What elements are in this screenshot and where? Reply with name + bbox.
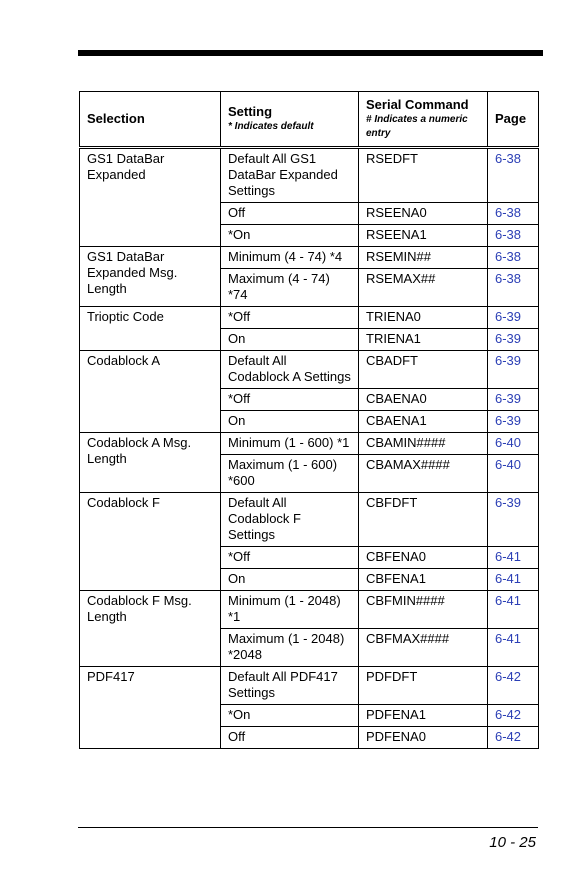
selection-cell: GS1 DataBar Expanded Msg. Length — [80, 247, 221, 307]
page-cell — [488, 269, 539, 307]
page-cell — [488, 148, 539, 203]
selection-cell: GS1 DataBar Expanded — [80, 148, 221, 247]
serial-command-cell: TRIENA0 — [359, 307, 488, 329]
setting-cell: Minimum (1 - 600) *1 — [221, 433, 359, 455]
page-link[interactable]: 6-42 — [495, 707, 522, 722]
page-cell — [488, 591, 539, 629]
page-cell — [488, 547, 539, 569]
page-cell — [488, 247, 539, 269]
table-row — [80, 493, 539, 547]
setting-cell: Maximum (1 - 2048) *2048 — [221, 629, 359, 667]
page-link[interactable]: 6-41 — [495, 631, 522, 646]
page-link[interactable]: 6-39 — [495, 331, 522, 346]
page-link[interactable]: 6-39 — [495, 391, 522, 406]
table-row — [80, 247, 539, 269]
header-serial-command-note: # Indicates a numeric entry — [366, 113, 468, 139]
page-link[interactable]: 6-38 — [495, 249, 522, 264]
serial-command-cell: RSEMIN## — [359, 247, 488, 269]
setting-cell: Default All Codablock F Settings — [221, 493, 359, 547]
page-link[interactable]: 6-38 — [495, 151, 522, 166]
page-cell — [488, 629, 539, 667]
page-cell — [488, 351, 539, 389]
table-row — [80, 351, 539, 389]
page-cell — [488, 433, 539, 455]
serial-command-cell: CBFDFT — [359, 493, 488, 547]
setting-cell: Off — [221, 727, 359, 749]
footer-rule — [78, 827, 538, 828]
serial-command-cell: PDFDFT — [359, 667, 488, 705]
header-rule — [78, 50, 543, 56]
table-row — [80, 148, 539, 203]
setting-cell: Default All PDF417 Settings — [221, 667, 359, 705]
serial-command-cell: RSEENA1 — [359, 225, 488, 247]
serial-command-cell: CBFMAX#### — [359, 629, 488, 667]
page-cell — [488, 727, 539, 749]
setting-cell: On — [221, 411, 359, 433]
selection-cell: Codablock A — [80, 351, 221, 433]
page-link[interactable]: 6-41 — [495, 571, 522, 586]
setting-cell: Default All Codablock A Settings — [221, 351, 359, 389]
page-cell — [488, 307, 539, 329]
setting-cell: Maximum (1 - 600) *600 — [221, 455, 359, 493]
table-body — [80, 148, 539, 749]
page-cell — [488, 493, 539, 547]
serial-command-cell: PDFENA1 — [359, 705, 488, 727]
page-link[interactable]: 6-41 — [495, 593, 522, 608]
serial-command-cell: CBADFT — [359, 351, 488, 389]
page-cell — [488, 203, 539, 225]
page-cell — [488, 569, 539, 591]
page-link[interactable]: 6-42 — [495, 729, 522, 744]
header-selection: Selection — [80, 92, 221, 148]
page-link[interactable]: 6-40 — [495, 457, 522, 472]
serial-command-cell: TRIENA1 — [359, 329, 488, 351]
page-cell — [488, 225, 539, 247]
selection-cell: Codablock F — [80, 493, 221, 591]
page-link[interactable]: 6-39 — [495, 309, 522, 324]
header-serial-command: Serial Command # Indicates a numeric entry — [359, 92, 488, 148]
header-setting: Setting * Indicates default — [221, 92, 359, 148]
header-page: Page — [488, 92, 539, 148]
page-link[interactable]: 6-40 — [495, 435, 522, 450]
setting-cell: On — [221, 329, 359, 351]
table-row — [80, 433, 539, 455]
page-cell — [488, 455, 539, 493]
serial-command-cell: RSEENA0 — [359, 203, 488, 225]
page-link[interactable]: 6-39 — [495, 495, 522, 510]
serial-command-cell: PDFENA0 — [359, 727, 488, 749]
setting-cell: *Off — [221, 547, 359, 569]
serial-command-cell: RSEMAX## — [359, 269, 488, 307]
setting-cell: Minimum (1 - 2048) *1 — [221, 591, 359, 629]
page-link[interactable]: 6-41 — [495, 549, 522, 564]
table-row — [80, 307, 539, 329]
setting-cell: *On — [221, 705, 359, 727]
selection-cell: Trioptic Code — [80, 307, 221, 351]
page-number: 10 - 25 — [489, 834, 536, 851]
setting-cell: Off — [221, 203, 359, 225]
header-setting-note: * Indicates default — [228, 120, 314, 132]
page-cell — [488, 667, 539, 705]
setting-cell: *Off — [221, 307, 359, 329]
page-link[interactable]: 6-38 — [495, 271, 522, 286]
setting-cell: Default All GS1 DataBar Expanded Settings — [221, 148, 359, 203]
serial-command-table — [79, 91, 539, 749]
setting-cell: On — [221, 569, 359, 591]
serial-command-cell: CBAENA0 — [359, 389, 488, 411]
page-cell — [488, 411, 539, 433]
page-link[interactable]: 6-39 — [495, 353, 522, 368]
setting-cell: Maximum (4 - 74) *74 — [221, 269, 359, 307]
table-row — [80, 667, 539, 705]
serial-command-cell: CBAMIN#### — [359, 433, 488, 455]
page-cell — [488, 389, 539, 411]
setting-cell: *Off — [221, 389, 359, 411]
page-cell — [488, 705, 539, 727]
serial-command-cell: CBAMAX#### — [359, 455, 488, 493]
page-link[interactable]: 6-42 — [495, 669, 522, 684]
serial-command-cell: CBFENA1 — [359, 569, 488, 591]
selection-cell: PDF417 — [80, 667, 221, 749]
serial-command-cell: RSEDFT — [359, 148, 488, 203]
serial-command-cell: CBFENA0 — [359, 547, 488, 569]
table-row — [80, 591, 539, 629]
selection-cell: Codablock F Msg. Length — [80, 591, 221, 667]
selection-cell: Codablock A Msg. Length — [80, 433, 221, 493]
page-link[interactable]: 6-38 — [495, 205, 522, 220]
setting-cell: *On — [221, 225, 359, 247]
page-link[interactable]: 6-39 — [495, 413, 522, 428]
page-cell — [488, 329, 539, 351]
page-link[interactable]: 6-38 — [495, 227, 522, 242]
serial-command-cell: CBFMIN#### — [359, 591, 488, 629]
serial-command-cell: CBAENA1 — [359, 411, 488, 433]
setting-cell: Minimum (4 - 74) *4 — [221, 247, 359, 269]
table-header-row — [80, 92, 539, 148]
